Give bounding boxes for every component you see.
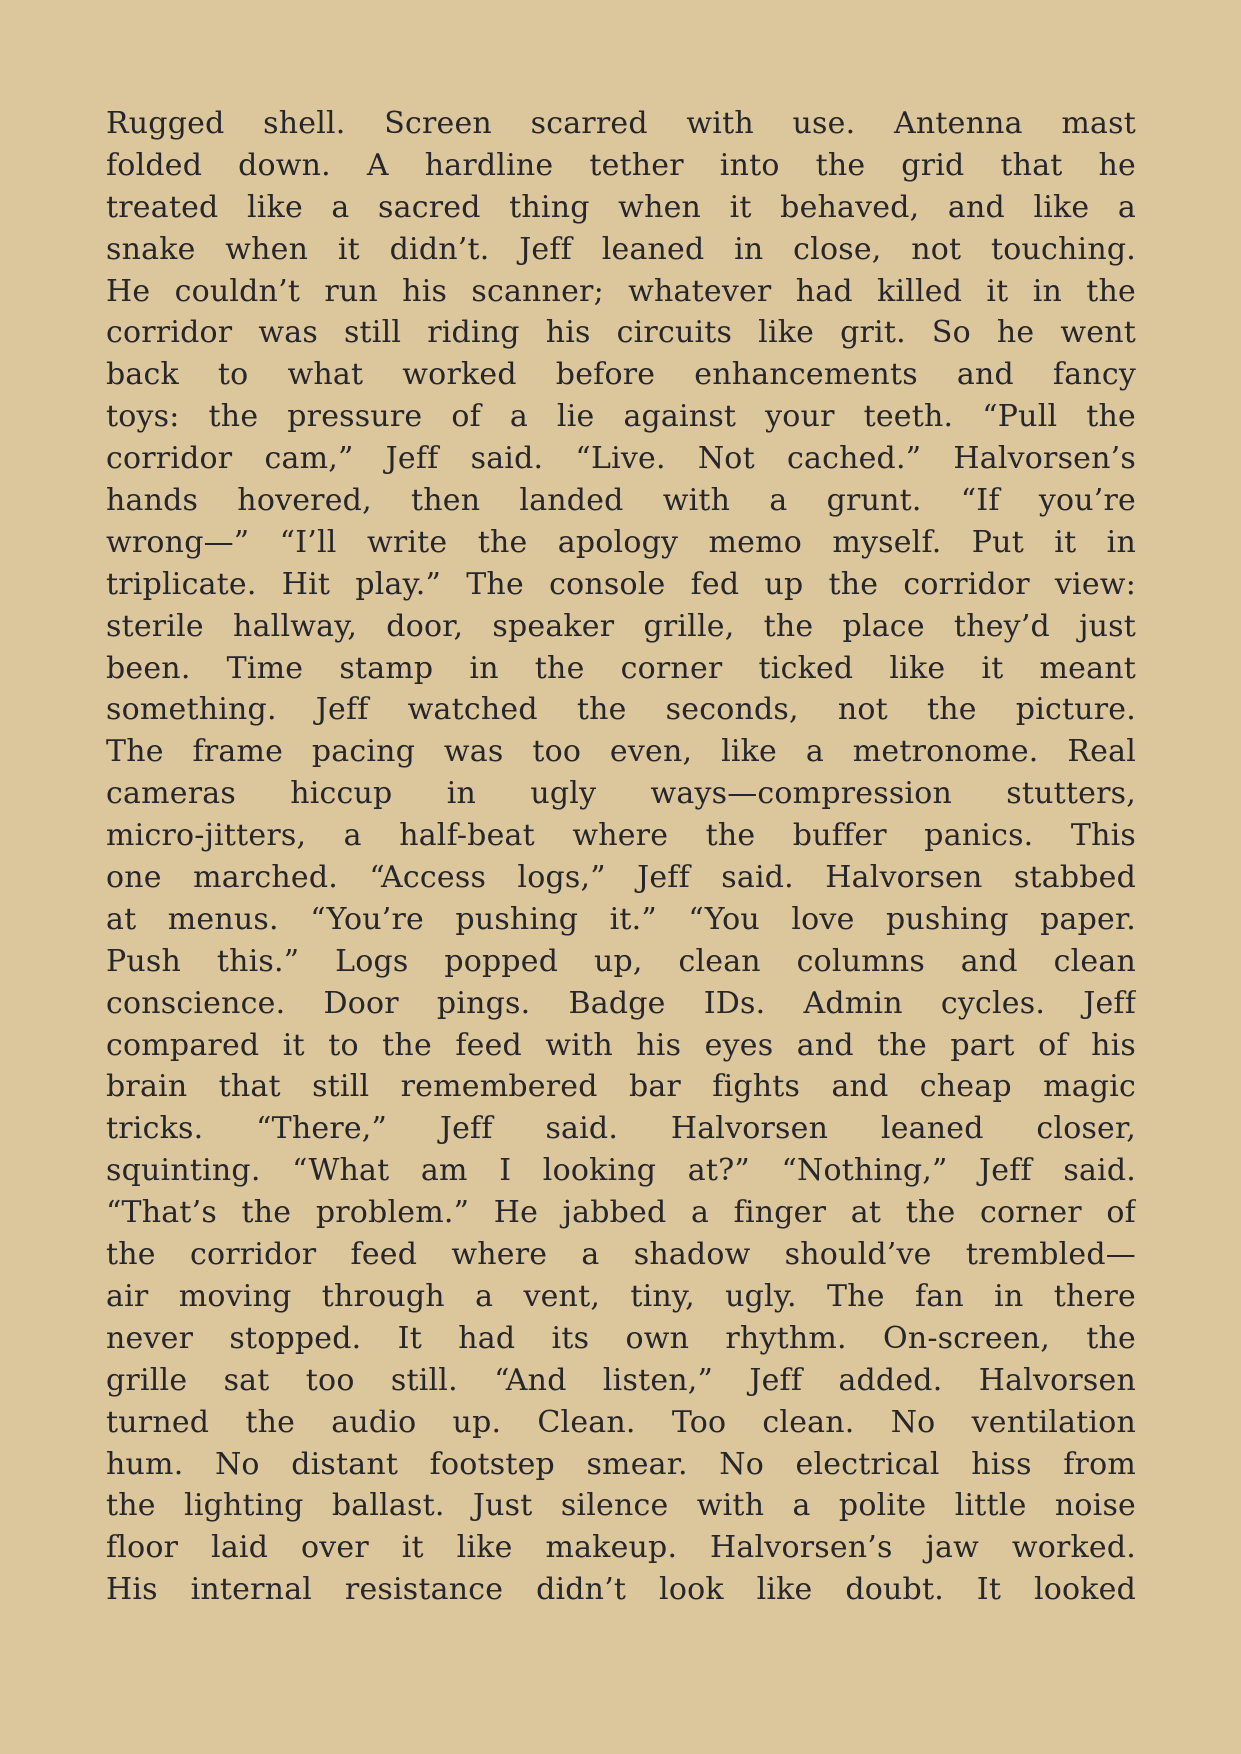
text-line: Push this.” Logs popped up, clean columns and clean <box>106 943 1136 979</box>
text-line: air moving through a vent, tiny, ugly. The fan in there <box>106 1278 1136 1314</box>
text-line: sterile hallway, door, speaker grille, the place they’d just <box>106 608 1136 644</box>
text-line: micro-jitters, a half-beat where the buffer panics. This <box>106 818 1136 854</box>
text-line: His internal resistance didn’t look like doubt. It looked <box>106 1572 1136 1608</box>
text-line: “That’s the problem.” He jabbed a finger at the corner of <box>106 1195 1136 1231</box>
text-line: cameras hiccup in ugly ways—compression stutters, <box>106 776 1136 812</box>
text-line: Rugged shell. Screen scarred with use. Antenna mast <box>106 106 1136 141</box>
text-line: hum. No distant footstep smear. No electrical hiss from <box>106 1446 1136 1482</box>
text-line: the corridor feed where a shadow should’ve trembled— <box>106 1237 1136 1273</box>
text-line: conscience. Door pings. Badge IDs. Admin cycles. Jeff <box>106 985 1136 1021</box>
prose-text-block <box>106 103 1136 1611</box>
text-line: He couldn’t run his scanner; whatever had killed it in the <box>106 273 1136 309</box>
text-line: never stopped. It had its own rhythm. On-screen, the <box>106 1320 1136 1356</box>
text-line: floor laid over it like makeup. Halvorsen’s jaw worked. <box>106 1530 1136 1566</box>
text-line: hands hovered, then landed with a grunt. “If you’re <box>106 483 1136 519</box>
text-line: at menus. “You’re pushing it.” “You love pushing paper. <box>106 901 1136 937</box>
text-line: toys: the pressure of a lie against your teeth. “Pull the <box>106 399 1136 435</box>
text-line: wrong—” “I’ll write the apology memo myself. Put it in <box>106 524 1136 560</box>
text-line: turned the audio up. Clean. Too clean. No ventilation <box>106 1404 1136 1440</box>
text-line: the lighting ballast. Just silence with a polite little noise <box>106 1488 1136 1524</box>
text-line: corridor was still riding his circuits like grit. So he went <box>106 315 1136 351</box>
text-line: folded down. A hardline tether into the grid that he <box>106 147 1136 183</box>
text-line: one marched. “Access logs,” Jeff said. Halvorsen stabbed <box>106 860 1136 896</box>
text-line: The frame pacing was too even, like a metronome. Real <box>106 734 1136 770</box>
text-line: triplicate. Hit play.” The console fed up the corridor view: <box>106 566 1136 602</box>
text-line: squinting. “What am I looking at?” “Nothing,” Jeff said. <box>106 1153 1136 1189</box>
text-line: something. Jeff watched the seconds, not the picture. <box>106 692 1136 728</box>
text-line: snake when it didn’t. Jeff leaned in close, not touching. <box>106 231 1136 267</box>
text-line: been. Time stamp in the corner ticked like it meant <box>106 650 1136 686</box>
text-line: compared it to the feed with his eyes and the part of his <box>106 1027 1136 1063</box>
text-line: grille sat too still. “And listen,” Jeff added. Halvorsen <box>106 1362 1136 1398</box>
text-line: treated like a sacred thing when it behaved, and like a <box>106 189 1136 225</box>
text-line: corridor cam,” Jeff said. “Live. Not cached.” Halvorsen’s <box>106 441 1136 477</box>
text-line: back to what worked before enhancements and fancy <box>106 357 1136 393</box>
text-line: brain that still remembered bar fights and cheap magic <box>106 1069 1136 1105</box>
text-line: tricks. “There,” Jeff said. Halvorsen leaned closer, <box>106 1111 1136 1147</box>
